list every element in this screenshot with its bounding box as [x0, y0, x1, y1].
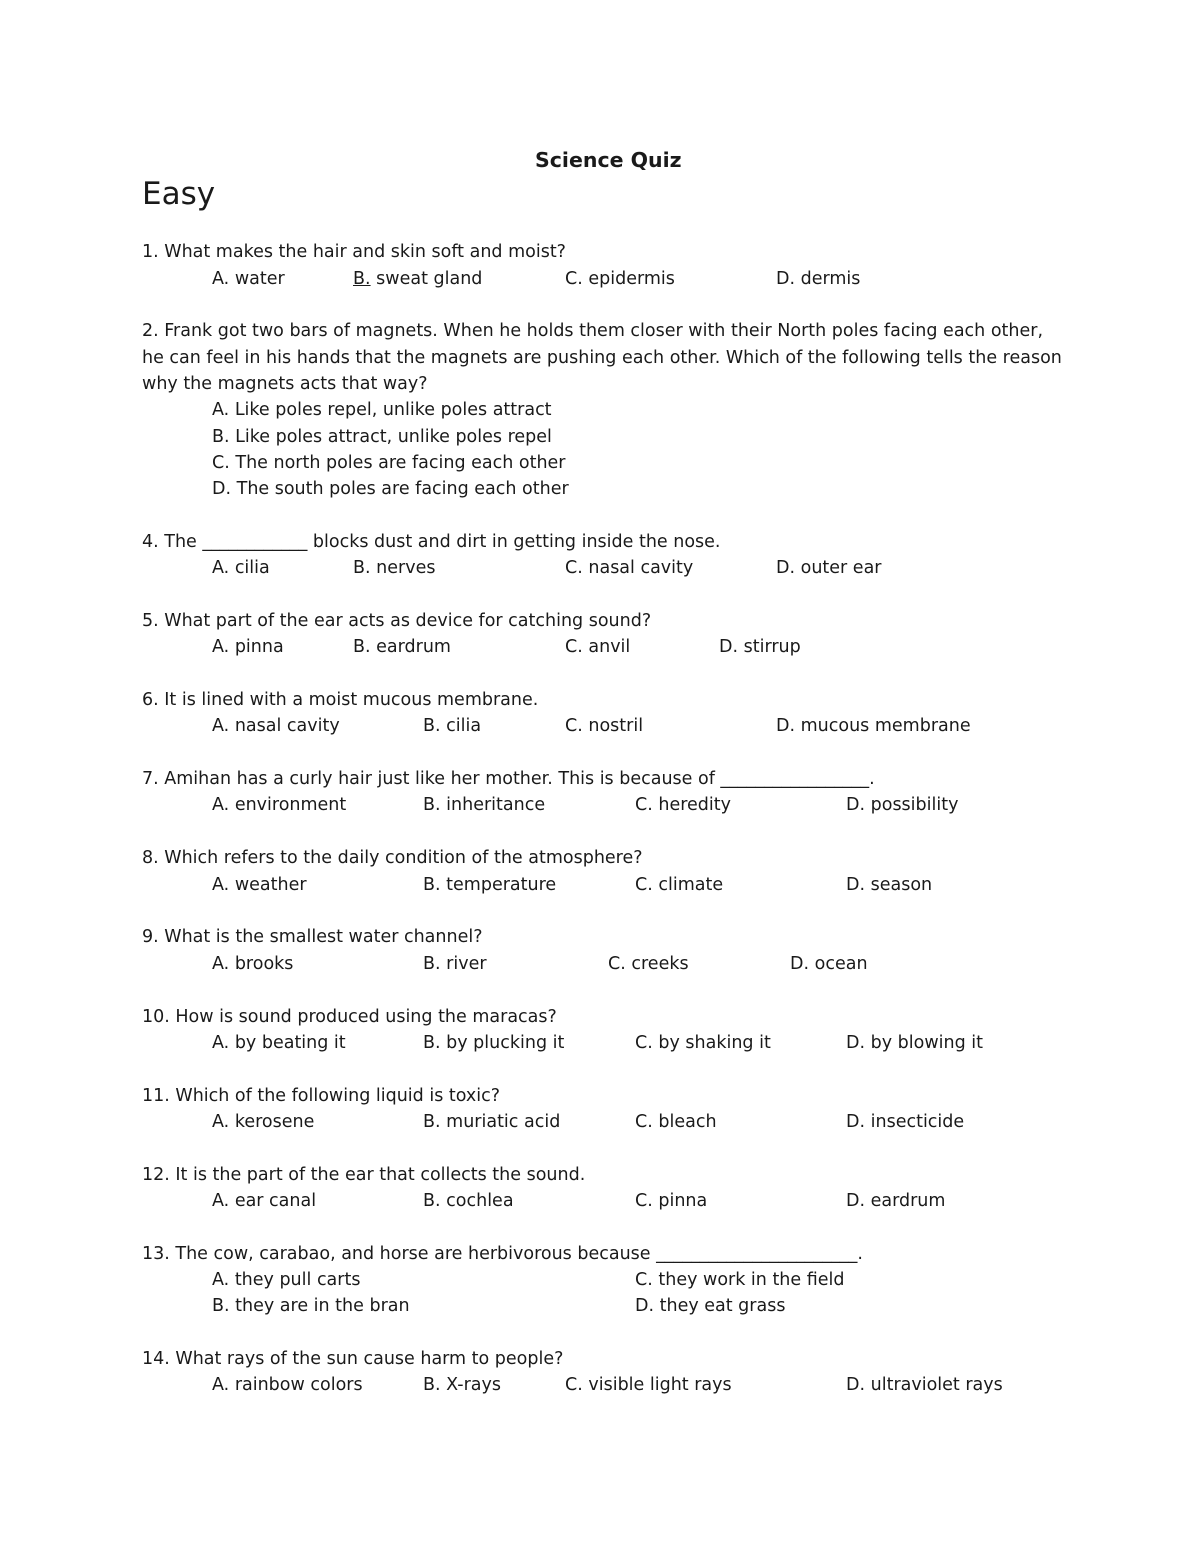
choice-1-d: D. dermis — [776, 269, 861, 289]
choice-7-b: B. inheritance — [423, 795, 546, 815]
choice-5-c: C. anvil — [565, 637, 631, 657]
choice-9-d: D. ocean — [790, 954, 868, 974]
choice-13-c: C. they work in the field — [635, 1270, 845, 1290]
choice-14-a: A. rainbow colors — [212, 1375, 363, 1395]
choice-2-a: A. Like poles repel, unlike poles attract — [212, 400, 552, 420]
section-heading: Easy — [142, 176, 216, 212]
choice-8-d: D. season — [846, 875, 933, 895]
choice-4-a: A. cilia — [212, 558, 270, 578]
choice-11-d: D. insecticide — [846, 1112, 965, 1132]
choice-13-b: B. they are in the bran — [212, 1296, 410, 1316]
choice-13-d: D. they eat grass — [635, 1296, 786, 1316]
question-4: 4. The ____________ blocks dust and dirt in getting inside the nose. — [142, 532, 721, 552]
question-7: 7. Amihan has a curly hair just like her mother. This is because of _________________. — [142, 769, 875, 789]
choice-2-d: D. The south poles are facing each other — [212, 479, 569, 499]
question-14: 14. What rays of the sun cause harm to people? — [142, 1349, 564, 1369]
question-9: 9. What is the smallest water channel? — [142, 927, 483, 947]
choice-11-c: C. bleach — [635, 1112, 717, 1132]
question-5: 5. What part of the ear acts as device for catching sound? — [142, 611, 652, 631]
choice-2-b: B. Like poles attract, unlike poles repel — [212, 427, 552, 447]
choice-12-c: C. pinna — [635, 1191, 708, 1211]
choice-7-a: A. environment — [212, 795, 347, 815]
choice-7-c: C. heredity — [635, 795, 731, 815]
choice-4-c: C. nasal cavity — [565, 558, 694, 578]
choice-8-a: A. weather — [212, 875, 307, 895]
choice-7-d: D. possibility — [846, 795, 959, 815]
choice-1-b-letter: B. — [353, 269, 371, 289]
question-2-line-2: he can feel in his hands that the magnets are pushing each other. Which of the following tells the reason — [142, 348, 1062, 368]
choice-6-c: C. nostril — [565, 716, 644, 736]
choice-11-b: B. muriatic acid — [423, 1112, 561, 1132]
question-10: 10. How is sound produced using the maracas? — [142, 1007, 557, 1027]
choice-13-a: A. they pull carts — [212, 1270, 361, 1290]
choice-9-c: C. creeks — [608, 954, 689, 974]
choice-10-a: A. by beating it — [212, 1033, 346, 1053]
choice-1-b: B. sweat gland — [353, 269, 483, 289]
question-13: 13. The cow, carabao, and horse are herbivorous because _______________________. — [142, 1244, 863, 1264]
choice-5-b: B. eardrum — [353, 637, 451, 657]
choice-12-d: D. eardrum — [846, 1191, 946, 1211]
choice-9-a: A. brooks — [212, 954, 294, 974]
choice-6-b: B. cilia — [423, 716, 482, 736]
choice-2-c: C. The north poles are facing each other — [212, 453, 566, 473]
choice-14-d: D. ultraviolet rays — [846, 1375, 1003, 1395]
choice-10-d: D. by blowing it — [846, 1033, 983, 1053]
question-1: 1. What makes the hair and skin soft and moist? — [142, 242, 566, 262]
choice-11-a: A. kerosene — [212, 1112, 315, 1132]
question-2-line-3: why the magnets acts that way? — [142, 374, 428, 394]
choice-12-b: B. cochlea — [423, 1191, 514, 1211]
choice-14-c: C. visible light rays — [565, 1375, 732, 1395]
choice-6-d: D. mucous membrane — [776, 716, 971, 736]
choice-8-c: C. climate — [635, 875, 724, 895]
question-2-line-1: 2. Frank got two bars of magnets. When he holds them closer with their North poles facing each other, — [142, 321, 1044, 341]
question-11: 11. Which of the following liquid is toxic? — [142, 1086, 501, 1106]
choice-5-a: A. pinna — [212, 637, 284, 657]
question-8: 8. Which refers to the daily condition of the atmosphere? — [142, 848, 643, 868]
choice-9-b: B. river — [423, 954, 487, 974]
choice-8-b: B. temperature — [423, 875, 557, 895]
question-6: 6. It is lined with a moist mucous membrane. — [142, 690, 539, 710]
choice-12-a: A. ear canal — [212, 1191, 317, 1211]
choice-10-b: B. by plucking it — [423, 1033, 565, 1053]
choice-6-a: A. nasal cavity — [212, 716, 340, 736]
choice-1-a: A. water — [212, 269, 285, 289]
choice-1-c: C. epidermis — [565, 269, 675, 289]
page-title: Science Quiz — [535, 148, 682, 172]
choice-4-b: B. nerves — [353, 558, 436, 578]
question-12: 12. It is the part of the ear that collects the sound. — [142, 1165, 586, 1185]
choice-5-d: D. stirrup — [719, 637, 801, 657]
choice-14-b: B. X-rays — [423, 1375, 501, 1395]
choice-10-c: C. by shaking it — [635, 1033, 771, 1053]
choice-4-d: D. outer ear — [776, 558, 882, 578]
